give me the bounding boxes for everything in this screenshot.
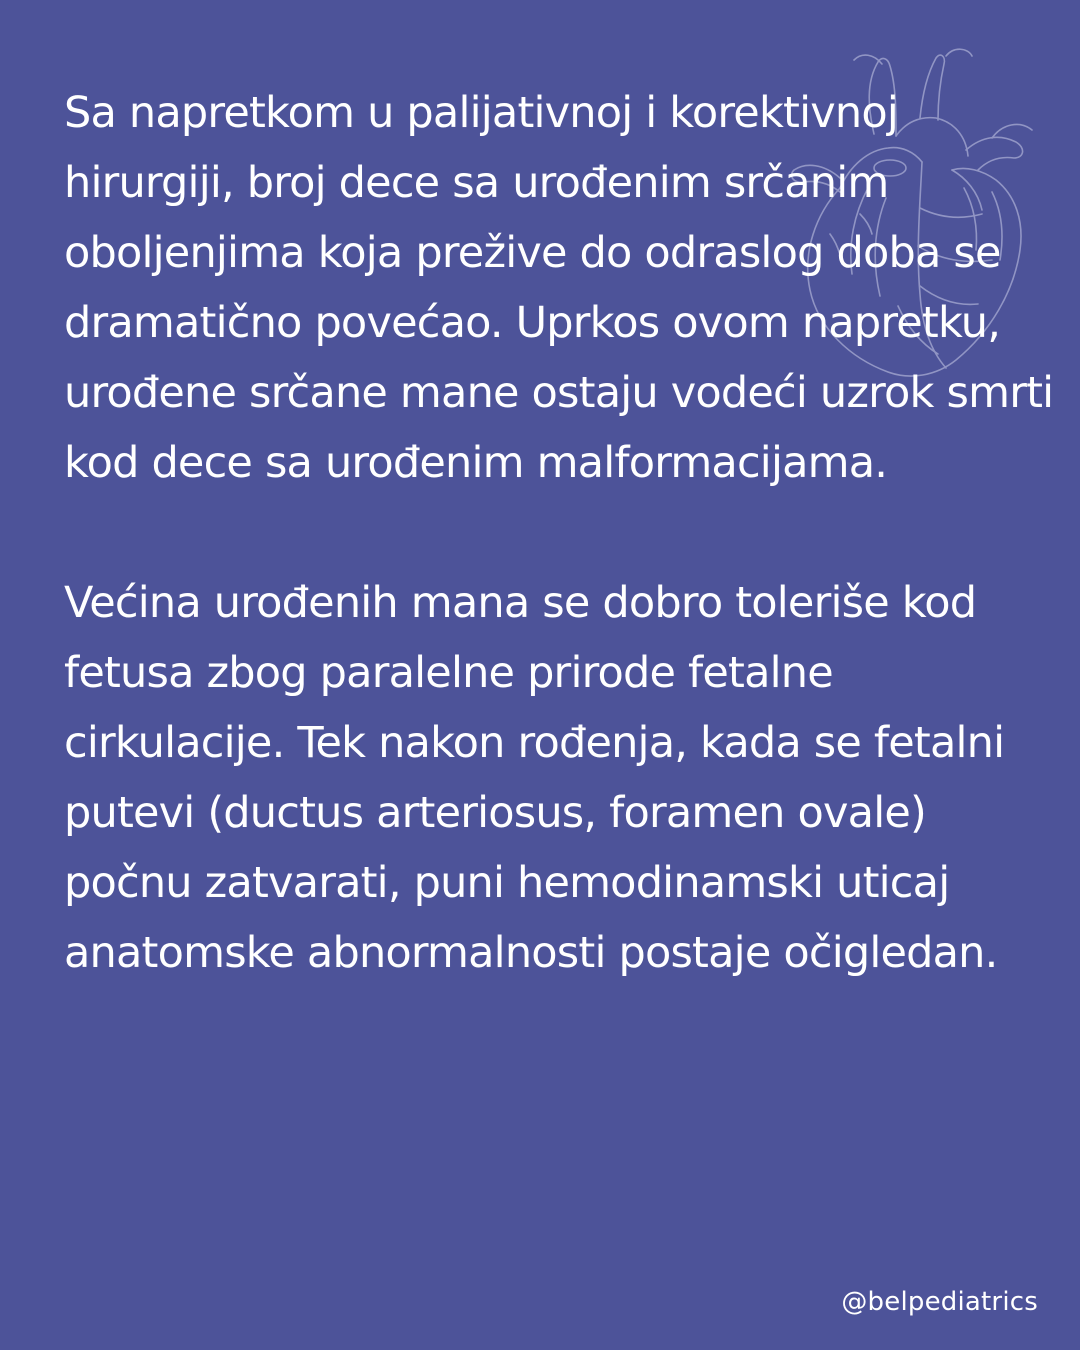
paragraph-1: Sa napretkom u palijativnoj i korektivnoj hirurgiji, broj dece sa urođenim srčanim oboljenjima koja prežive do odraslog doba se dramatično povećao. Uprkos ovom napretku, urođene srčane mane ostaju vodeći uzrok smrti kod dece sa urođenim malformacijama. bbox=[64, 88, 1054, 488]
paragraph-2: Većina urođenih mana se dobro toleriše kod fetusa zbog paralelne prirode fetalne cirkulacije. Tek nakon rođenja, kada se fetalni putevi (ductus arteriosus, foramen ovale) počnu zatvarati, puni hemodinamski uticaj anatomske abnormalnosti postaje očigledan. bbox=[64, 578, 1005, 978]
account-handle: @belpediatrics bbox=[841, 1287, 1038, 1317]
post-text bbox=[64, 78, 1054, 988]
